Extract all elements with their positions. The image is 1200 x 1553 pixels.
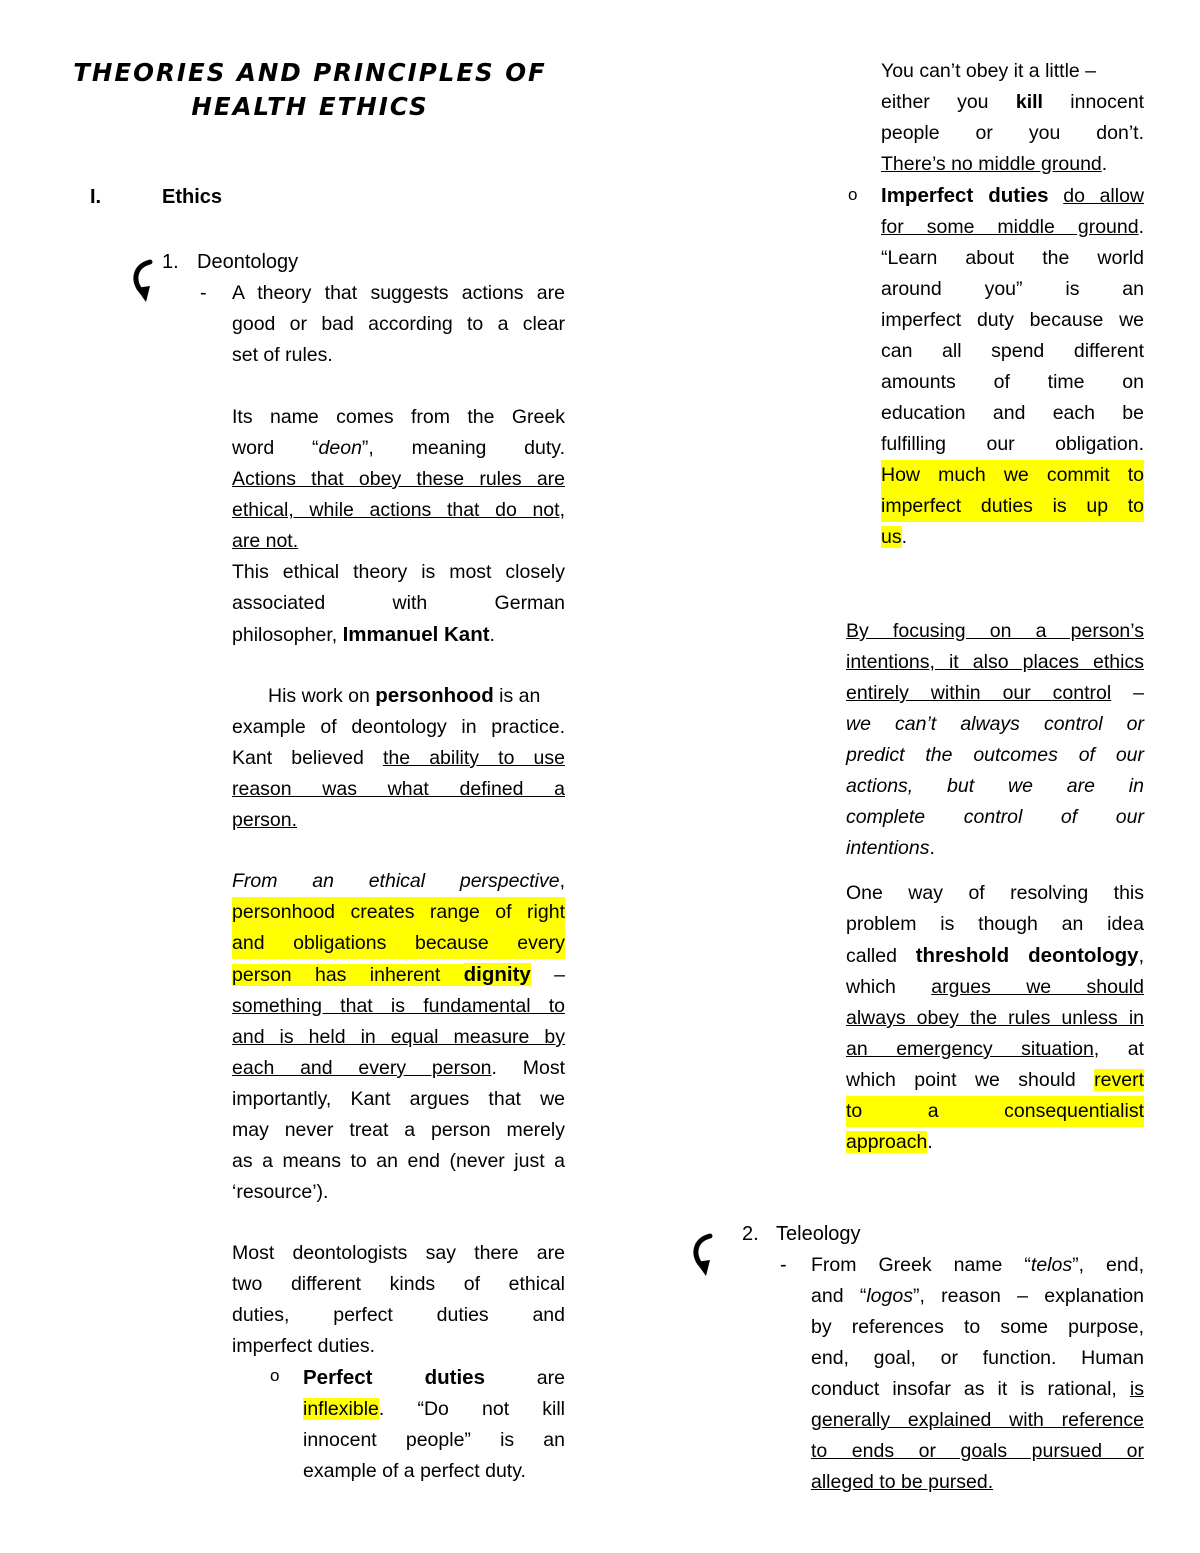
deontology-definition: A theory that suggests actions are good or bad according to a clear set of rules.: [232, 282, 565, 366]
perfect-duties-paragraph: Perfect duties are inflexible. “Do not kill innocent people” is an example of a perfect duty.: [303, 1366, 565, 1482]
imperfect-duties-paragraph: Imperfect duties do allow for some middle ground. “Learn about the world around you” is an imperfect duty because we can all spend different amounts of time on education and each be fulfilling our obligation. How much we commit to imperfect duties is up to us.: [881, 184, 1145, 548]
deontology-number: 1.: [162, 251, 179, 273]
teleology-paragraph: From Greek name “telos”, end, and “logos”, reason – explanation by references to some purpose, end, goal, or function. Human conduct insofar as it is rational, is generally explained with reference to ends or goals pursued or alleged to be pursed.: [811, 1254, 1144, 1493]
title-line-2: HEALTH ETHICS: [191, 92, 429, 121]
perfect-duties-continued: You can’t obey it a little – either you kill innocent people or you don’t. There’s no middle ground.: [881, 60, 1144, 175]
section-numeral: I.: [90, 186, 102, 208]
threshold-deontology-paragraph: One way of resolving this problem is though an idea called threshold deontology, which argues we should always obey the rules unless in an emergency situation, at which point we should revert to a consequentialist approach.: [846, 882, 1144, 1153]
page-title: [40, 56, 580, 124]
intentions-paragraph: By focusing on a person’s intentions, it also places ethics entirely within our control – we can’t always control or predict the outcomes of our actions, but we are in complete control of our intentions.: [846, 620, 1144, 859]
deontology-label: Deontology: [197, 251, 299, 273]
curved-arrow-icon: [688, 1232, 718, 1280]
perfect-duties-bullet: o: [270, 1366, 280, 1385]
teleology-dash: -: [780, 1254, 787, 1276]
duty-kinds-paragraph: Most deontologists say there are two different kinds of ethical duties, perfect duties and imperfect duties.: [232, 1242, 565, 1357]
teleology-number: 2.: [742, 1223, 759, 1245]
dignity-paragraph: From an ethical perspective, personhood creates range of right and obligations because every person has inherent dignity – something that is fundamental to and is held in equal measure by each and every person. Most importantly, Kant argues that we may never treat a person merely as a means to an end (never just a ‘resource’).: [232, 870, 566, 1203]
imperfect-duties-bullet: o: [848, 185, 858, 204]
title-line-1: THEORIES AND PRINCIPLES OF: [73, 58, 547, 87]
curved-arrow-icon: [128, 258, 158, 306]
personhood-paragraph: His work on personhood is an example of deontology in practice. Kant believed the ability to use reason was what defined a person.: [232, 684, 565, 831]
deontology-dash: -: [200, 282, 207, 304]
deontology-origin-paragraph: Its name comes from the Greek word “deon”, meaning duty. Actions that obey these rules are ethical, while actions that do not, are not. This ethical theory is most closely associated with German philosopher, Immanuel Kant.: [232, 406, 565, 646]
teleology-label: Teleology: [776, 1223, 861, 1245]
section-label: Ethics: [162, 186, 223, 208]
